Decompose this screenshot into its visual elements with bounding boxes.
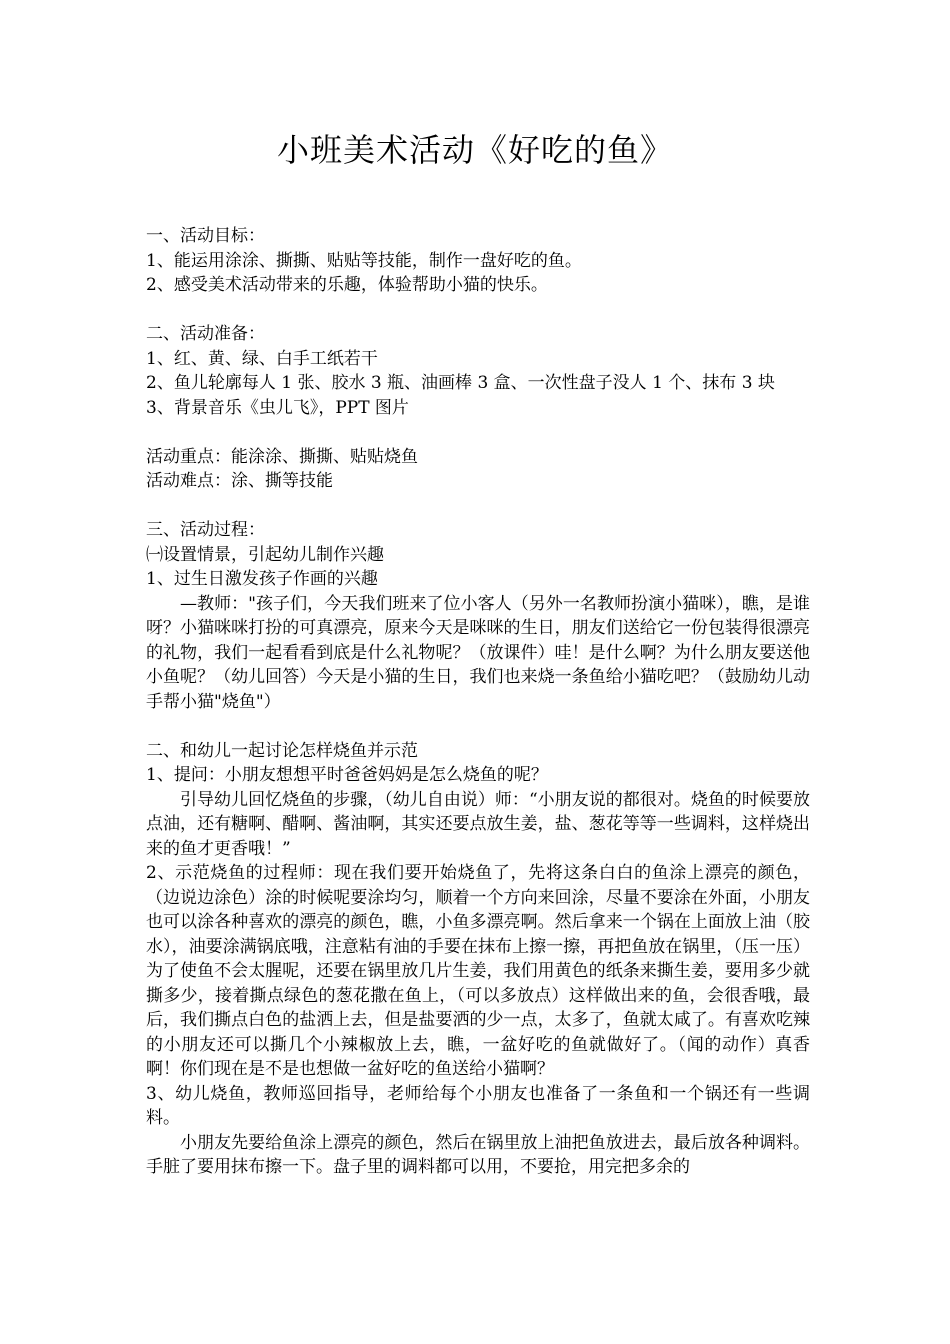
document-body <box>146 224 810 1180</box>
difficulty-point: 活动难点：涂、撕等技能 <box>146 471 333 491</box>
goal-item-1: 1、能运用涂涂、撕撕、贴贴等技能，制作一盘好吃的鱼。 <box>146 250 582 271</box>
process-paragraph-3: 2、示范烧鱼的过程师：现在我们要开始烧鱼了，先将这条白白的鱼涂上漂亮的颜色，（边说边涂色）涂的时候呢要涂均匀，顺着一个方向来回涂，尽量不要涂在外面，小朋友也可以涂各种喜欢的漂亮的颜色，瞧，小鱼多漂亮啊。然后拿来一个锅在上面放上油（胶水），油要涂满锅底哦，注意粘有油的手要在抹布上擦一擦，再把鱼放在锅里，（压一压）为了使鱼不会太腥呢，还要在锅里放几片生姜，我们用黄色的纸条来撕生姜，要用多少就撕多少，接着撕点绿色的葱花撒在鱼上，（可以多放点）这样做出来的鱼，会很香哦，最后，我们撕点白色的盐洒上去，但是盐要洒的少一点，太多了，鱼就太咸了。有喜欢吃辣的小朋友还可以撕几个小辣椒放上去，瞧，一盆好吃的鱼就做好了。（闻的动作）真香啊！你们现在是不是也想做一盆好吃的鱼送给小猫啊？ <box>146 863 810 1079</box>
process-paragraph-4: 3、幼儿烧鱼，教师巡回指导，老师给每个小朋友也准备了一条鱼和一个锅还有一些调料。 <box>146 1083 810 1128</box>
spacer <box>146 494 810 519</box>
prep-item-1: 1、红、黄、绿、白手工纸若干 <box>146 348 378 369</box>
spacer <box>146 298 810 323</box>
process-paragraph-5: 小朋友先要给鱼涂上漂亮的颜色，然后在锅里放上油把鱼放进去，最后放各种调料。手脏了要用抹布擦一下。盘子里的调料都可以用，不要抢，用完把多余的 <box>146 1132 810 1177</box>
section-heading-goals: 一、活动目标： <box>146 226 265 246</box>
process-subheading-2: 二、和幼儿一起讨论怎样烧鱼并示范 <box>146 740 418 761</box>
process-subheading-1: ㈠设置情景，引起幼儿制作兴趣 <box>146 544 384 565</box>
spacer <box>146 420 810 445</box>
process-question-1: 1、提问：小朋友想想平时爸爸妈妈是怎么烧鱼的呢？ <box>146 765 548 785</box>
section-heading-process: 三、活动过程： <box>146 520 265 540</box>
spacer <box>146 714 810 739</box>
section-heading-prep: 二、活动准备： <box>146 324 265 344</box>
process-paragraph-1: —教师："孩子们，今天我们班来了位小客人（另外一名教师扮演小猫咪），瞧，是谁呀？小猫咪咪打扮的可真漂亮，原来今天是咪咪的生日，朋友们送给它一份包装得很漂亮的礼物，我们一起看看到底是什么礼物呢？（放课件）哇！是什么啊？为什么朋友要送他小鱼呢？（幼儿回答）今天是小猫的生日，我们也来烧一条鱼给小猫吃吧？（鼓励幼儿动手帮小猫"烧鱼"） <box>146 593 810 712</box>
document-title: 小班美术活动《好吃的鱼》 <box>276 131 673 169</box>
goal-item-2: 2、感受美术活动带来的乐趣，体验帮助小猫的快乐。 <box>146 275 548 295</box>
process-step-1: 1、过生日激发孩子作画的兴趣 <box>146 569 378 589</box>
prep-item-2: 2、鱼儿轮廓每人 1 张、胶水 3 瓶、油画棒 3 盒、一次性盘子没人 1 个、抹布 3 块 <box>146 373 775 393</box>
process-paragraph-2: 引导幼儿回忆烧鱼的步骤，（幼儿自由说）师：“小朋友说的都很对。烧鱼的时候要放点油，还有糖啊、醋啊、酱油啊，其实还要点放生姜，盐、葱花等等一些调料，这样烧出来的鱼才更香哦！” <box>146 789 810 859</box>
key-point: 活动重点：能涂涂、撕撕、贴贴烧鱼 <box>146 446 418 467</box>
prep-item-3: 3、背景音乐《虫儿飞》，PPT 图片 <box>146 397 409 418</box>
